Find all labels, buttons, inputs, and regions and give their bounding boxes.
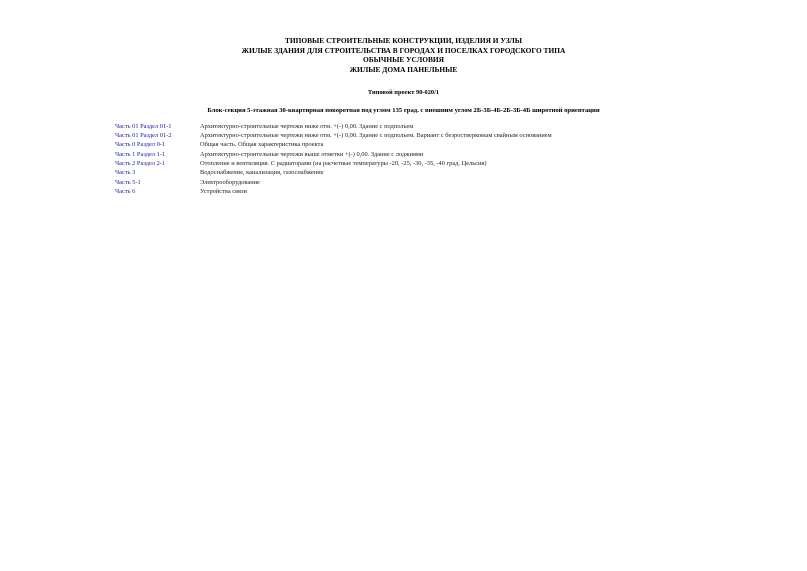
part-description: Архитектурно-строительные чертежи выше отметки +(-) 0,00. Здание с лоджиями [200,150,424,158]
part-description: Архитектурно-строительные чертежи ниже отм. +(-) 0,00. Здание с подпольем [200,122,414,130]
header-line-series: ТИПОВЫЕ СТРОИТЕЛЬНЫЕ КОНСТРУКЦИИ, ИЗДЕЛИЯ И УЗЛЫ [284,36,523,45]
part-description: Архитектурно-строительные чертежи ниже отм. +(-) 0,00. Здание с подпольем. Вариант с безростверковым свайным основанием [200,131,552,139]
part-description: Устройства связи [200,188,247,196]
part-link[interactable]: Часть 2 Раздел 2-1 [115,160,166,168]
part-link[interactable]: Часть 1 Раздел 1-1 [115,150,166,158]
list-item [115,187,735,196]
part-description: Водоснабжение, канализация, газоснабжение [200,169,324,177]
project-code: Типовой проект 90-020/1 [367,89,440,96]
list-item [115,150,735,159]
list-item [115,178,735,187]
part-link[interactable]: Часть 6 [115,188,136,196]
project-description: Блок-секция 5-этажная 30-квартирная поворотная под углом 135 град. с внешним углом 2Б-3Б-4Б-2Б-3Б-4Б широтной ориентации [207,107,600,114]
list-item [115,122,735,131]
part-link[interactable]: Часть 0 Раздел 0-1 [115,141,166,149]
document-header [0,36,807,74]
part-link[interactable]: Часть 01 Раздел 01-1 [115,122,172,130]
part-link[interactable]: Часть 3 [115,169,136,177]
parts-list [115,122,735,197]
list-item [115,131,735,140]
list-item [115,159,735,168]
part-description: Общая часть. Общая характеристика проекта [200,141,324,149]
part-description: Электрооборудование [200,178,260,186]
header-line-house-type: ЖИЛЫЕ ДОМА ПАНЕЛЬНЫЕ [349,64,458,74]
header-line-buildings: ЖИЛЫЕ ЗДАНИЯ ДЛЯ СТРОИТЕЛЬСТВА В ГОРОДАХ И ПОСЕЛКАХ ГОРОДСКОГО ТИПА [241,45,566,55]
part-link[interactable]: Часть 5-1 [115,178,141,186]
part-link[interactable]: Часть 01 Раздел 01-2 [115,131,172,139]
part-description: Отопление и вентиляция. С радиаторами (на расчетные температуры -20, -25, -30, -35, -40 град. Цельсия) [200,160,487,168]
list-item [115,168,735,177]
list-item [115,140,735,149]
header-line-conditions: ОБЫЧНЫЕ УСЛОВИЯ [363,55,444,65]
